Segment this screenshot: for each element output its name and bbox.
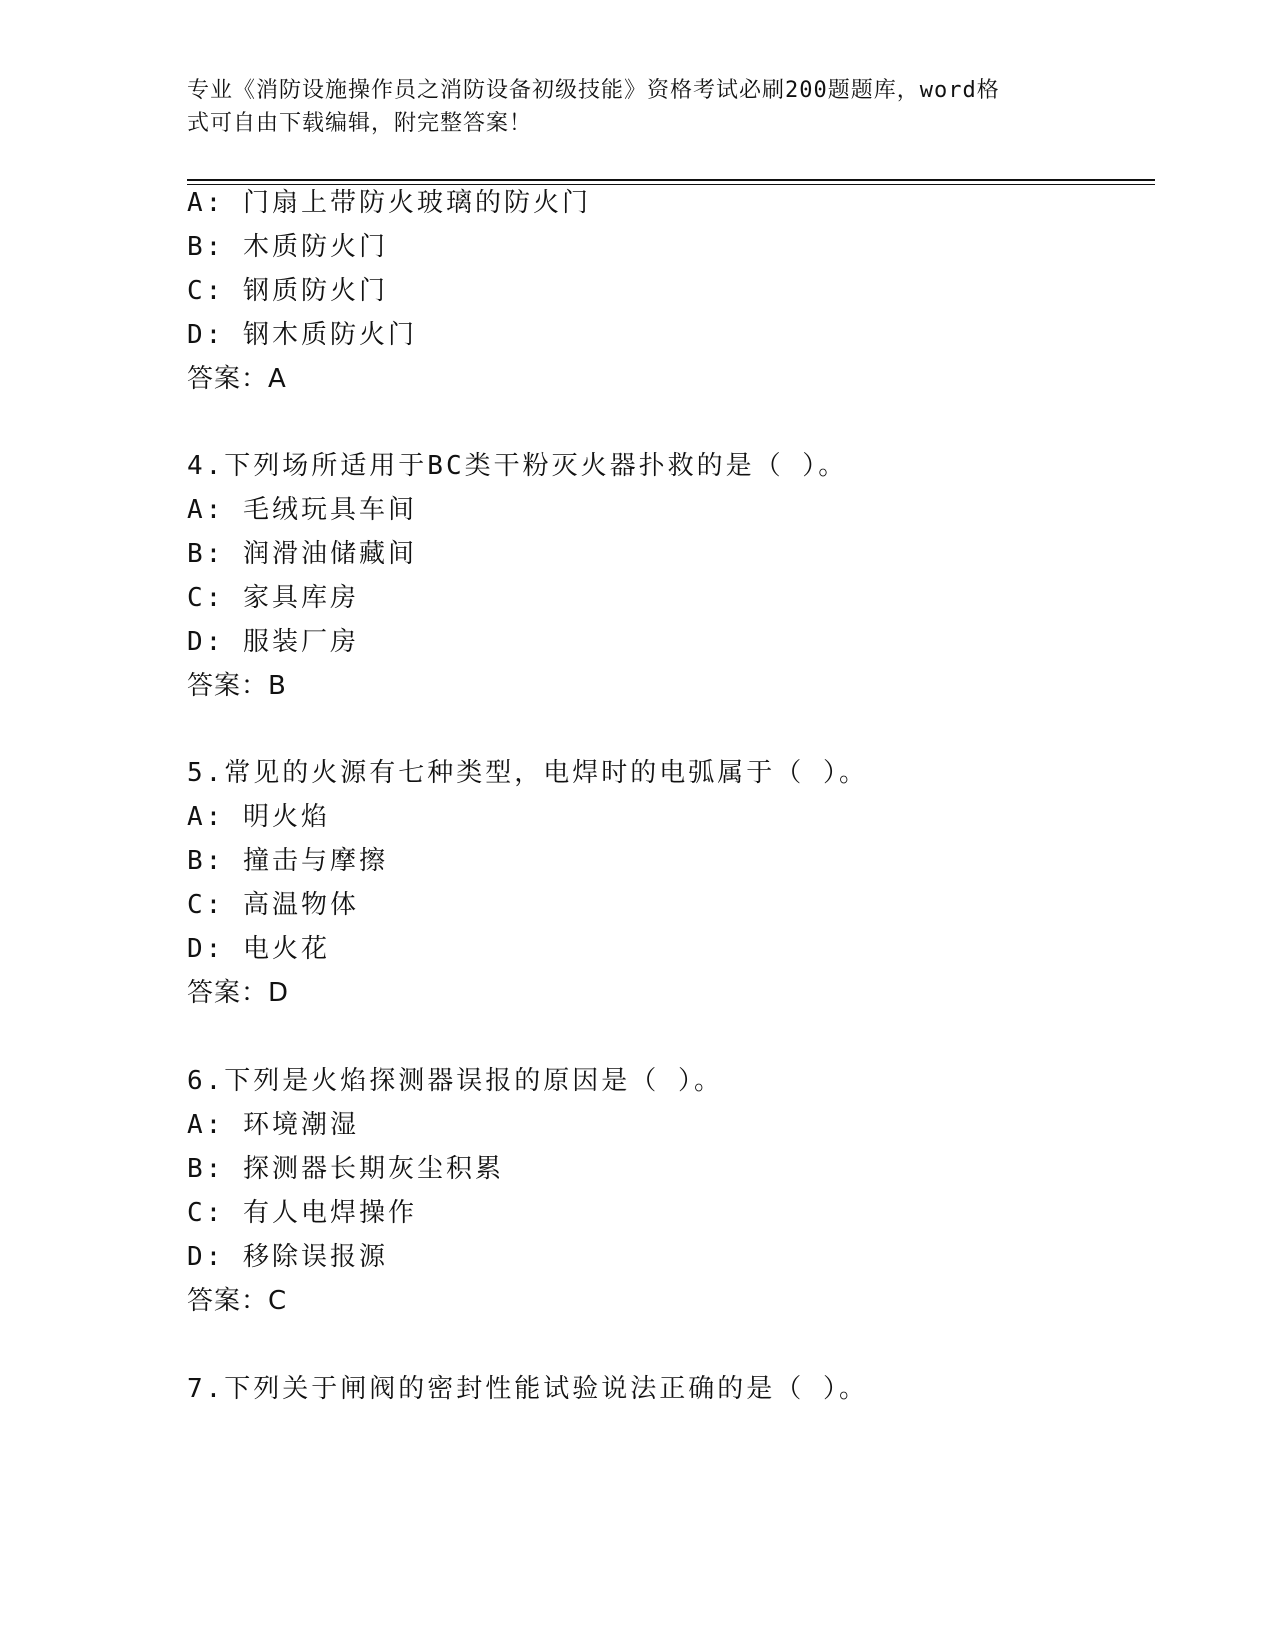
q3-answer: 答案：A (187, 364, 287, 394)
q6-option-d: D: 移除误报源 (187, 1242, 388, 1272)
q4-option-d: D: 服装厂房 (187, 627, 359, 657)
q4-option-c: C: 家具库房 (187, 583, 359, 613)
q6-question: 6.下列是火焰探测器误报的原因是（ ）。 (187, 1066, 723, 1096)
q4-option-b: B: 润滑油储藏间 (187, 539, 417, 569)
q3-option-c: C: 钢质防火门 (187, 276, 388, 306)
q5-answer: 答案：D (187, 978, 290, 1008)
header-line-1: 专业《消防设施操作员之消防设备初级技能》资格考试必刷200题题库，word格 (187, 78, 1000, 103)
q5-option-d: D: 电火花 (187, 934, 330, 964)
q3-option-b: B: 木质防火门 (187, 232, 388, 262)
header-divider-thick (187, 179, 1155, 181)
q5-option-b: B: 撞击与摩擦 (187, 846, 388, 876)
q7-question: 7.下列关于闸阀的密封性能试验说法正确的是（ ）。 (187, 1374, 868, 1404)
q3-option-d: D: 钢木质防火门 (187, 320, 417, 350)
q6-option-b: B: 探测器长期灰尘积累 (187, 1154, 504, 1184)
q4-option-a: A: 毛绒玩具车间 (187, 495, 417, 525)
q5-question: 5.常见的火源有七种类型，电焊时的电弧属于（ ）。 (187, 758, 868, 788)
q5-option-c: C: 高温物体 (187, 890, 359, 920)
q4-answer: 答案：B (187, 671, 287, 701)
header-divider-thin (187, 184, 1155, 185)
q3-option-a: A: 门扇上带防火玻璃的防火门 (187, 188, 591, 218)
q6-answer: 答案：C (187, 1286, 288, 1316)
q4-question: 4.下列场所适用于BC类干粉灭火器扑救的是（ ）。 (187, 451, 848, 481)
document-header (187, 74, 1067, 140)
q6-option-c: C: 有人电焊操作 (187, 1198, 417, 1228)
header-line-2: 式可自由下载编辑，附完整答案！ (187, 111, 533, 136)
q6-option-a: A: 环境潮湿 (187, 1110, 359, 1140)
q5-option-a: A: 明火焰 (187, 802, 330, 832)
